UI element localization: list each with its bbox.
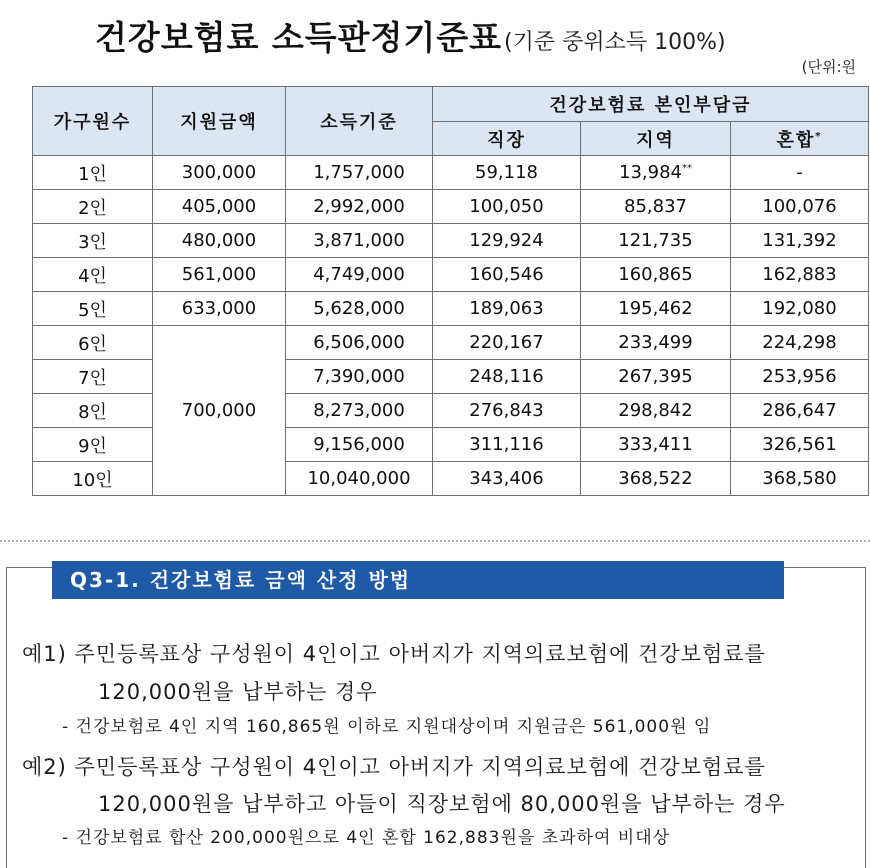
cell-mixed: 224,298 bbox=[731, 326, 869, 360]
cell-household: 4인 bbox=[33, 258, 153, 292]
cell-household: 6인 bbox=[33, 326, 153, 360]
example2-note: - 건강보험료 합산 200,000원으로 4인 혼합 162,883원을 초과하여 비대상 bbox=[62, 828, 671, 848]
header-support: 지원금액 bbox=[153, 87, 286, 156]
section-heading: Q3-1. 건강보험료 금액 산정 방법 bbox=[52, 561, 784, 599]
cell-household: 7인 bbox=[33, 360, 153, 394]
cell-support: 561,000 bbox=[153, 258, 286, 292]
cell-workplace: 311,116 bbox=[433, 428, 581, 462]
cell-household: 3인 bbox=[33, 224, 153, 258]
cell-workplace: 100,050 bbox=[433, 190, 581, 224]
cell-income: 7,390,000 bbox=[286, 360, 433, 394]
cell-workplace: 343,406 bbox=[433, 462, 581, 496]
cell-mixed: 368,580 bbox=[731, 462, 869, 496]
cell-household: 8인 bbox=[33, 394, 153, 428]
cell-regional: 298,842 bbox=[581, 394, 731, 428]
title-main: 건강보험료 소득판정기준표 bbox=[95, 18, 503, 57]
cell-workplace: 59,118 bbox=[433, 156, 581, 190]
cell-mixed: 100,076 bbox=[731, 190, 869, 224]
cell-household: 5인 bbox=[33, 292, 153, 326]
cell-mixed: 131,392 bbox=[731, 224, 869, 258]
cell-support: 300,000 bbox=[153, 156, 286, 190]
header-premium-group: 건강보험료 본인부담금 bbox=[433, 87, 869, 122]
cell-income: 4,749,000 bbox=[286, 258, 433, 292]
cell-income: 10,040,000 bbox=[286, 462, 433, 496]
table-row bbox=[33, 156, 869, 190]
cell-mixed: 286,647 bbox=[731, 394, 869, 428]
cell-support: 405,000 bbox=[153, 190, 286, 224]
cell-workplace: 160,546 bbox=[433, 258, 581, 292]
header-workplace: 직장 bbox=[433, 122, 581, 156]
table-row bbox=[33, 258, 869, 292]
regional-mark: ** bbox=[681, 163, 692, 174]
example1-line1: 예1) 주민등록표상 구성원이 4인이고 아버지가 지역의료보험에 건강보험료를 bbox=[22, 642, 766, 666]
cell-regional: 195,462 bbox=[581, 292, 731, 326]
example1-line2: 120,000원을 납부하는 경우 bbox=[98, 680, 378, 704]
cell-mixed: 326,561 bbox=[731, 428, 869, 462]
cell-regional: 85,837 bbox=[581, 190, 731, 224]
cell-support: 633,000 bbox=[153, 292, 286, 326]
cell-mixed: 253,956 bbox=[731, 360, 869, 394]
example1-note: - 건강보험로 4인 지역 160,865원 이하로 지원대상이며 지원금은 561,000원 임 bbox=[62, 717, 712, 737]
cell-income: 1,757,000 bbox=[286, 156, 433, 190]
cell-income: 9,156,000 bbox=[286, 428, 433, 462]
cell-mixed: 162,883 bbox=[731, 258, 869, 292]
page-title bbox=[95, 12, 726, 59]
cell-workplace: 129,924 bbox=[433, 224, 581, 258]
table-row bbox=[33, 326, 869, 360]
example2-line2: 120,000원을 납부하고 아들이 직장보험에 80,000원을 납부하는 경우 bbox=[98, 792, 786, 816]
header-regional: 지역 bbox=[581, 122, 731, 156]
table-row bbox=[33, 292, 869, 326]
cell-income: 3,871,000 bbox=[286, 224, 433, 258]
header-income: 소득기준 bbox=[286, 87, 433, 156]
cell-workplace: 189,063 bbox=[433, 292, 581, 326]
cell-regional: 233,499 bbox=[581, 326, 731, 360]
cell-regional: 160,865 bbox=[581, 258, 731, 292]
cell-mixed: 192,080 bbox=[731, 292, 869, 326]
cell-regional: 121,735 bbox=[581, 224, 731, 258]
unit-label: (단위:원 bbox=[801, 58, 856, 76]
cell-income: 2,992,000 bbox=[286, 190, 433, 224]
header-mixed-label: 혼합 bbox=[776, 129, 816, 151]
cell-household: 1인 bbox=[33, 156, 153, 190]
cell-regional bbox=[581, 156, 731, 190]
cell-household: 9인 bbox=[33, 428, 153, 462]
cell-regional: 368,522 bbox=[581, 462, 731, 496]
cell-income: 8,273,000 bbox=[286, 394, 433, 428]
cell-workplace: 276,843 bbox=[433, 394, 581, 428]
cell-regional: 333,411 bbox=[581, 428, 731, 462]
cell-workplace: 248,116 bbox=[433, 360, 581, 394]
cell-income: 6,506,000 bbox=[286, 326, 433, 360]
cell-mixed: - bbox=[731, 156, 869, 190]
cell-income: 5,628,000 bbox=[286, 292, 433, 326]
cell-household: 2인 bbox=[33, 190, 153, 224]
header-mixed-mark: * bbox=[815, 130, 823, 142]
income-criteria-table bbox=[32, 86, 869, 496]
table-row bbox=[33, 224, 869, 258]
example2-line1: 예2) 주민등록표상 구성원이 4인이고 아버지가 지역의료보험에 건강보험료를 bbox=[22, 755, 766, 779]
cell-regional-value: 13,984 bbox=[619, 162, 682, 183]
cell-regional: 267,395 bbox=[581, 360, 731, 394]
header-household: 가구원수 bbox=[33, 87, 153, 156]
header-mixed bbox=[731, 122, 869, 156]
dotted-divider bbox=[0, 540, 870, 542]
table-row bbox=[33, 190, 869, 224]
title-sub: (기준 중위소득 100%) bbox=[504, 30, 726, 55]
cell-workplace: 220,167 bbox=[433, 326, 581, 360]
cell-household: 10인 bbox=[33, 462, 153, 496]
cell-support: 480,000 bbox=[153, 224, 286, 258]
cell-support-merged: 700,000 bbox=[153, 326, 286, 496]
